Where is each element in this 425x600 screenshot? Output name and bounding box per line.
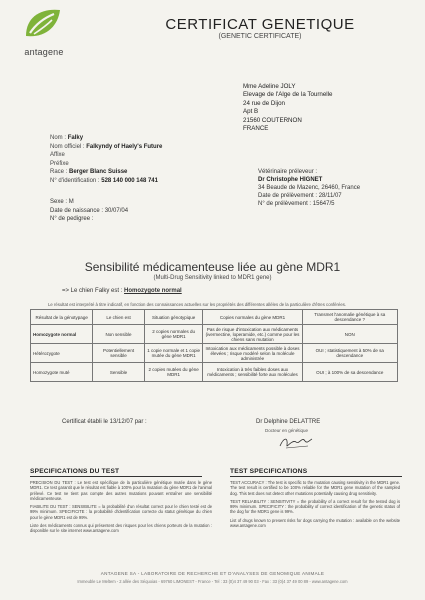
- table-cell: Hétérozygote: [31, 344, 93, 363]
- animal-birth-row: [50, 207, 128, 216]
- table-header-row: [31, 310, 398, 325]
- owner-line: FRANCE: [243, 125, 269, 133]
- result-value: Homozygote normal: [124, 288, 182, 294]
- specs-en-title-text: TEST SPECIFICATIONS: [230, 468, 308, 475]
- animal-prefix-row: [50, 160, 162, 169]
- animal-pedigree-row: [50, 215, 128, 224]
- table-cell: OUI ; statistiquement à 50% de sa descendance: [302, 344, 397, 363]
- divider: [30, 476, 202, 477]
- issued-by: Certificat établi le 13/12/07 par :: [62, 419, 147, 425]
- veterinarian-info: [258, 169, 360, 209]
- label: N° d'identification :: [50, 177, 100, 184]
- test-result: [62, 288, 182, 294]
- table-header: Résultat de la génotypage: [31, 310, 93, 325]
- table-cell: Intoxication aux médicaments possible à doses élevées ; risque modéré selon la molécule administrée: [203, 344, 302, 363]
- label: Nom officiel :: [50, 143, 85, 150]
- animal-name-row: [50, 134, 162, 143]
- sample-number-row: [258, 201, 360, 209]
- table-cell: OUI ; à 100% de sa descendance: [302, 363, 397, 382]
- spec-paragraph: List of drugs known to present risks for dogs carrying the mutation : available on the website www.antagene.com: [230, 517, 400, 529]
- divider: [230, 476, 402, 477]
- sample-number: 15647/5: [312, 200, 335, 207]
- animal-breed: Berger Blanc Suisse: [69, 169, 128, 176]
- footer-address: Immeuble Le Meltem - 2 allée des Séquoias - 69760 LIMONEST - France - Tel : 33 (0)4 37 49 90 03 - Fax : 33 (0)4 37 49 00 89 - www.antagene.com: [77, 579, 348, 584]
- owner-address: [243, 83, 332, 133]
- specs-fr: [30, 480, 212, 537]
- interpretation-note: Le résultat est interprété à titre indicatif, en fonction des connaissances actuelles sur les propriétés des différentes allèles de la particulière d'êtres conférées.: [48, 302, 347, 307]
- table-header: Transmet l'anomalie génétique à sa descendance ?: [302, 310, 397, 325]
- table-cell: Sensible: [93, 363, 144, 382]
- label: Date de naissance :: [50, 207, 104, 214]
- table-header: Le chien est: [93, 310, 144, 325]
- animal-name: Falky: [67, 135, 84, 141]
- table-row: [31, 363, 398, 382]
- label: Race :: [50, 169, 68, 176]
- vet-label: Vétérinaire préleveur :: [258, 169, 318, 175]
- animal-official-name-row: [50, 143, 162, 152]
- animal-sex-row: [50, 198, 128, 207]
- spec-paragraph: FIABILITE DU TEST : SENSIBILITE = la probabilité d'un résultat correct pour le chien testé est de 99% minimum. SPECIFICITE : la probabilité d'identification correcte du statut génétique du chien pour le gène MDR1 est de 99%.: [30, 504, 212, 520]
- table-row: [31, 344, 398, 363]
- signature-icon: [278, 433, 314, 451]
- owner-line: Elevage de l'Alge de la Tournelle: [243, 91, 333, 99]
- table-row: [31, 325, 398, 344]
- spec-paragraph: TEST ACCURACY : The test is specific to the mutation causing sensitivity in the MDR1 gene. The test result is certified to be 100% reliable for the MDR1 gene mutation of the sampled dog. This test does not detect other mutations potentially causing drug sensitivity.: [230, 480, 400, 496]
- result-prefix: => Le chien Falky est :: [62, 288, 123, 294]
- table-header: Copies normales du gène MDR1: [203, 310, 302, 325]
- label: Préfixe: [50, 160, 69, 167]
- genotype-table: [30, 309, 398, 382]
- spec-paragraph: PRECISION DU TEST : Le test est spécifique de la particulière génétique mutée dans le gène MDR1. Ce test garantit que le résultat est fiable à 100% pour la mutation du gène MDR1 de l'animal prélevé. Ce test ne tient pas compte des autres mutations pouvant entraîner une sensibilité médicamenteuse.: [30, 480, 212, 501]
- owner-line: Mme Adeline JOLY: [243, 83, 296, 90]
- table-header: Situation génotypique: [144, 310, 203, 325]
- table-cell: Potentiellement sensible: [93, 344, 144, 363]
- label: Sexe :: [50, 199, 68, 205]
- label: Affixe: [50, 152, 65, 159]
- specs-fr-title-text: SPECIFICATIONS DU TEST: [30, 468, 120, 475]
- owner-line: Apt B: [243, 108, 259, 116]
- certificate-title: CERTIFICAT GENETIQUE: [165, 16, 355, 33]
- table-cell: Homozygote normal: [31, 325, 93, 344]
- animal-details: [50, 198, 128, 224]
- sampling-date: 28/11/07: [318, 192, 342, 199]
- signer-name: Dr Delphine DELATTRE: [256, 419, 321, 425]
- spec-paragraph: Liste des médicaments connus qui présentent des risques pour les chiens porteurs de la mutation : disponible sur le site internet www.antagene.com: [30, 523, 212, 534]
- owner-line: 24 rue de Dijon: [243, 99, 285, 107]
- table-cell: Pas de risque d'intoxication aux médicaments (ivermectine, loperamide, etc.) comme pour les chiens sans mutation: [203, 325, 302, 344]
- animal-id-row: [50, 177, 162, 186]
- table-cell: Non sensible: [93, 325, 144, 344]
- table-cell: Intoxication à très faibles doses aux médicaments ; sensibilité forte aux molécules: [203, 363, 302, 382]
- antagene-logo: [18, 6, 70, 58]
- table-cell: 1 copie normale et 1 copie mutée du gène MDR1: [144, 344, 203, 363]
- test-subtitle: (Multi-Drug Sensitivity linked to MDR1 gene): [153, 275, 272, 281]
- animal-identification: [50, 134, 162, 186]
- label: Nom :: [50, 135, 67, 141]
- animal-birthdate: 30/07/04: [104, 207, 129, 214]
- specs-en-title: [230, 468, 402, 477]
- owner-line: 21560 COUTERNON: [243, 116, 302, 124]
- certificate-subtitle: (GENETIC CERTIFICATE): [218, 33, 302, 40]
- table-cell: 2 copies mutées du gène MDR1: [144, 363, 203, 382]
- table-cell: NON: [302, 325, 397, 344]
- footer-company: ANTAGENE SA - LABORATOIRE DE RECHERCHE ET D'ANALYSES DE GENOMIQUE ANIMALE: [100, 571, 325, 576]
- label: N° de prélèvement :: [258, 200, 312, 207]
- signer-role: Docteur en génétique: [265, 428, 309, 433]
- label: N° de pedigree :: [50, 216, 94, 223]
- animal-affix-row: [50, 151, 162, 160]
- table-cell: Homozygote muté: [31, 363, 93, 382]
- spec-paragraph: TEST RELIABILITY : SENSITIVITY = the probability of a correct result for the tested dog is 99% minimum. SPECIFICITY : the probability of correct identification of the genetic status of the dog for the MDR1 gene is 99%.: [230, 498, 400, 515]
- animal-breed-row: [50, 168, 162, 177]
- table-cell: 2 copies normales du gène MDR1: [144, 325, 203, 344]
- leaf-logo-icon: [22, 6, 62, 40]
- specs-fr-title: [30, 468, 202, 477]
- animal-sex: M: [68, 199, 74, 205]
- vet-address: 34 Beaude de Mazenc, 26460, France: [258, 184, 361, 191]
- sampling-date-row: [258, 193, 360, 201]
- animal-official-name: Falkyndy of Haely's Future: [86, 143, 163, 150]
- test-title: Sensibilité médicamenteuse liée au gène MDR1: [84, 260, 341, 274]
- logo-text: antagene: [24, 47, 64, 57]
- label: Date de prélèvement :: [258, 192, 318, 199]
- vet-name: Dr Christophe HIGNET: [258, 176, 323, 183]
- specs-en: [230, 480, 400, 531]
- animal-id: 528 140 000 148 741: [101, 177, 158, 184]
